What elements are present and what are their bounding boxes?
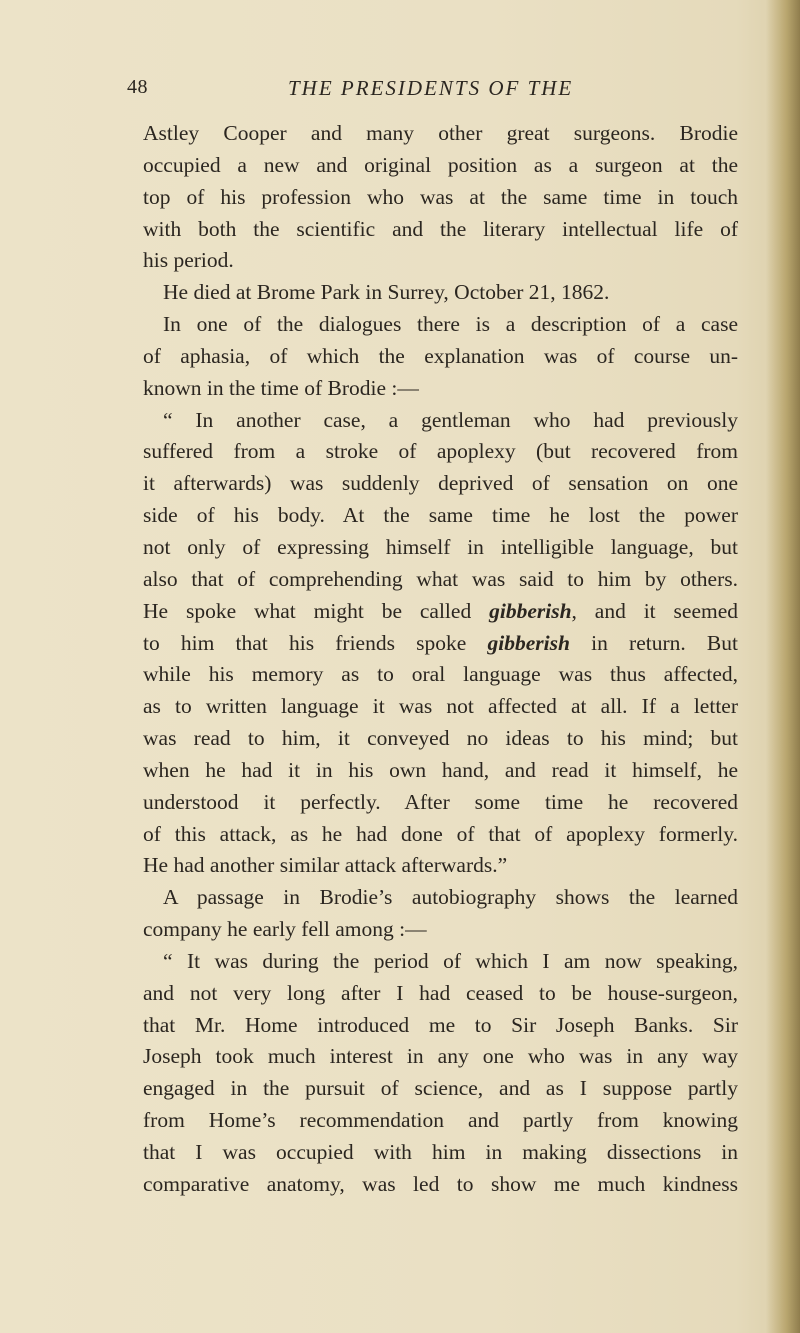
text-line: and not very long after I had ceased to be house-surgeon, — [143, 980, 738, 1005]
text-line: it afterwards) was suddenly deprived of sensation on one — [143, 471, 738, 496]
text-fragment: He spoke what might be called — [143, 598, 472, 623]
running-head: THE PRESIDENTS OF THE — [288, 76, 574, 100]
text-line — [143, 596, 738, 628]
text-line: while his memory as to oral language was thus affected, — [143, 662, 738, 687]
text-line: as to written language it was not affected at all. If a letter — [143, 694, 738, 719]
text-line: when he had it in his own hand, and read it himself, he — [143, 757, 738, 782]
text-line: from Home’s recommendation and partly from knowing — [143, 1108, 738, 1133]
text-line: A passage in Brodie’s autobiography shows the learned — [163, 885, 738, 910]
page-number: 48 — [127, 76, 148, 98]
text-line: suffered from a stroke of apoplexy (but recovered from — [143, 439, 738, 464]
text-line: In one of the dialogues there is a description of a case — [163, 312, 738, 337]
text-line: He had another similar attack afterwards.” — [143, 853, 508, 878]
page-header — [0, 70, 800, 106]
text-fragment: in return. But — [569, 630, 738, 655]
emphasized-word: gibberish — [489, 598, 572, 623]
text-line: engaged in the pursuit of science, and as I suppose partly — [143, 1076, 738, 1101]
body-text — [143, 118, 738, 1201]
text-line: “ In another case, a gentleman who had previously — [163, 407, 738, 432]
text-fragment: , and it seemed — [571, 598, 738, 623]
text-line: understood it perfectly. After some time he recovered — [143, 789, 738, 814]
text-line: that Mr. Home introduced me to Sir Joseph Banks. Sir — [143, 1012, 738, 1037]
text-line: also that of comprehending what was said to him by others. — [143, 566, 738, 591]
text-line: “ It was during the period of which I am now speaking, — [163, 948, 738, 973]
text-line: occupied a new and original position as a surgeon at the — [143, 152, 738, 177]
text-line: Joseph took much interest in any one who was in any way — [143, 1044, 738, 1069]
text-line: of aphasia, of which the explanation was of course un- — [143, 343, 738, 368]
text-line — [143, 628, 738, 660]
text-line: Astley Cooper and many other great surgeons. Brodie — [143, 121, 738, 145]
text-line: was read to him, it conveyed no ideas to his mind; but — [143, 726, 738, 751]
text-line: that I was occupied with him in making dissections in — [143, 1140, 738, 1164]
text-line: company he early fell among :— — [143, 917, 427, 942]
page-edge-shadow — [766, 0, 800, 1333]
text-line: known in the time of Brodie :— — [143, 375, 419, 400]
emphasized-word: gibberish — [487, 630, 570, 655]
text-line: side of his body. At the same time he lost the power — [143, 503, 738, 528]
text-fragment: to him that his friends spoke — [143, 630, 467, 655]
text-line: his period. — [143, 248, 234, 273]
text-line: not only of expressing himself in intelligible language, but — [143, 534, 738, 559]
text-line: comparative anatomy, was led to show me much kindness — [143, 1171, 738, 1196]
text-line: of this attack, as he had done of that of apoplexy formerly. — [143, 821, 738, 846]
text-line: top of his profession who was at the same time in touch — [143, 184, 738, 209]
text-line: with both the scientific and the literary intellectual life of — [143, 216, 738, 241]
text-line: He died at Brome Park in Surrey, October 21, 1862. — [163, 280, 610, 305]
